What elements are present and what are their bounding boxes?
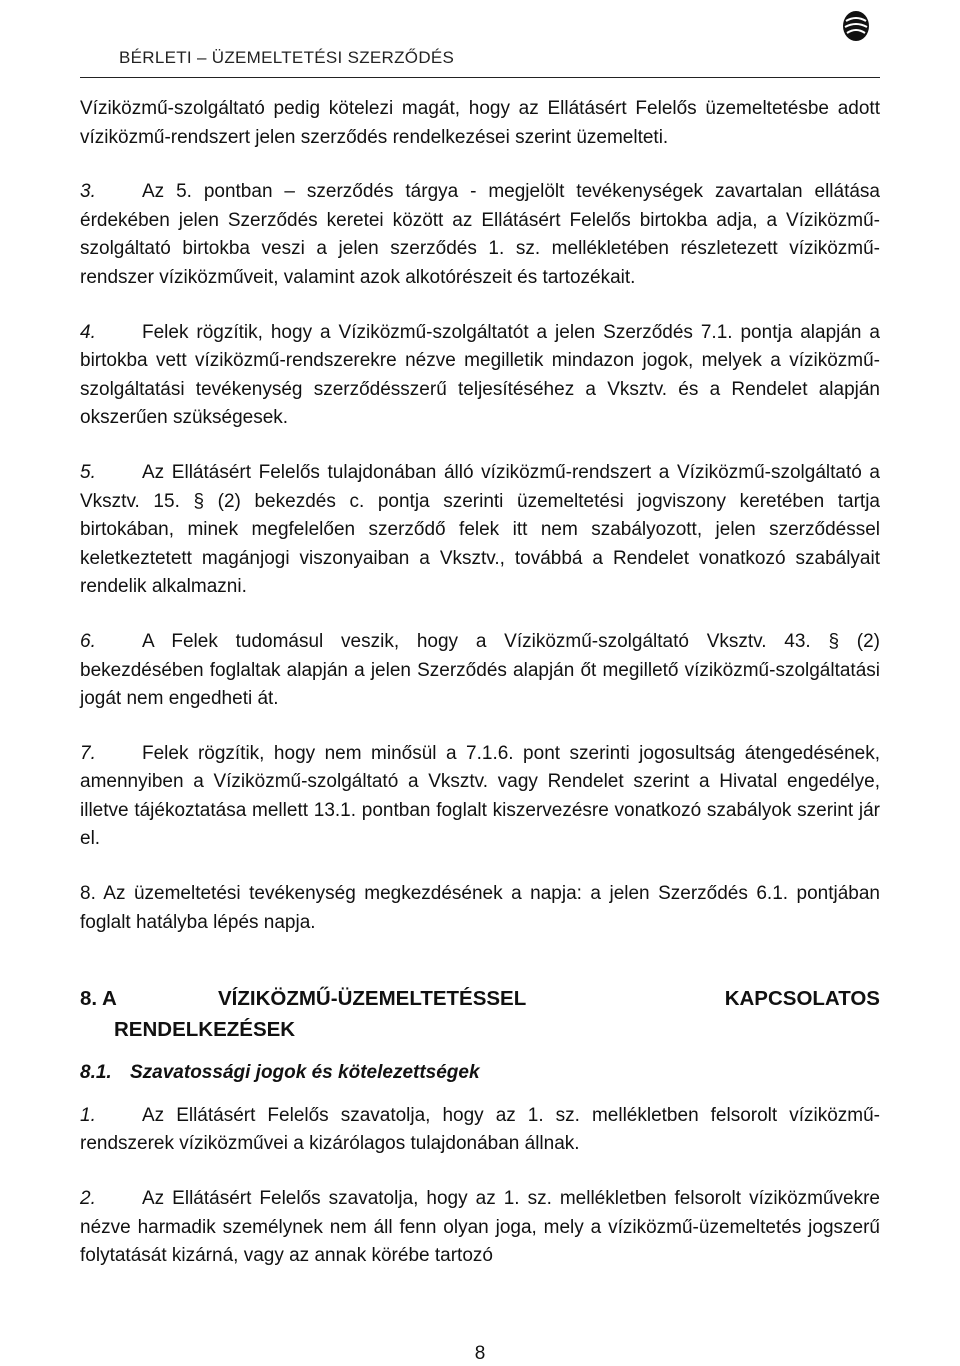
document-header-title: BÉRLETI – ÜZEMELTETÉSI SZERZŐDÉS [119,48,455,67]
paragraph-text: Az 5. pontban – szerződés tárgya - megjelölt tevékenységek zavartalan ellátása érdekében jelen Szerződés keretei között az Ellátásért Felelős birtokba adja, a Víziközmű-szolgáltató birtokba veszi a jelen szerződés 1. sz. mellékletében részletezett víziközmű-rendszer víziközműveit, valamint azok alkotórészeit és tartozékait. [80,181,880,288]
paragraph-7 [80,740,880,854]
paragraph-text: A Felek tudomásul veszik, hogy a Víziközmű-szolgáltató Vksztv. 43. § (2) bekezdésében foglaltak alapján a jelen Szerződés alapján őt megillető víziközmű-szolgáltatási jogát nem engedheti át. [80,630,880,710]
paragraph-5 [80,459,880,602]
document-body [80,95,880,1271]
item-number: 2. [80,1188,96,1210]
paragraph-number: 6. [80,630,96,652]
section-heading-word: VÍZIKÖZMŰ-ÜZEMELTETÉSSEL [218,987,527,1011]
paragraph-text: Felek rögzítik, hogy a Víziközmű-szolgáltatót a jelen Szerződés 7.1. pontja alapján a birtokba vett víziközmű-rendszerekre nézve megilletik mindazon jogok, melyek a víziközmű-szolgáltatási tevékenység szerződésszerű teljesítéséhez a Vksztv. és a Rendelet alapján okszerűen szükségesek. [80,321,880,429]
section-number: 8. A [80,987,117,1011]
paragraph-number: 5. [80,461,96,483]
paragraph-number: 4. [80,321,96,343]
paragraph-text: Az üzemeltetési tevékenység megkezdésének a napja: a jelen Szerződés 6.1. pontjában foglalt hatályba lépés napja. [80,883,880,933]
paragraph-text: Felek rögzítik, hogy nem minősül a 7.1.6. pont szerinti jogosultság átengedésének, amennyiben a Víziközmű-szolgáltató a Vksztv. vagy Rendelet szerint a Hivatal engedélye, illetve tájékoztatása mellett 13.1. pontban foglalt kiszervezésre vonatkozó szabályok szerint jár el. [80,742,880,850]
paragraph-3 [80,178,880,292]
section-heading-word: KAPCSOLATOS [724,987,880,1011]
section-heading [80,983,880,1045]
item-text: Az Ellátásért Felelős szavatolja, hogy az 1. sz. mellékletben felsorolt víziközművekre nézve harmadik személynek nem áll fenn olyan joga, mely a víziközmű-üzemeltetés jogszerű folytatását kizárná, vagy az annak körébe tartozó [80,1188,880,1267]
subsection-title: Szavatossági jogok és kötelezettségek [130,1062,480,1084]
subsection-number: 8.1. [80,1062,112,1084]
item-2 [80,1185,880,1271]
item-text: Az Ellátásért Felelős szavatolja, hogy az 1. sz. mellékletben felsorolt víziközmű-rendszerek víziközművei a kizárólagos tulajdonában állnak. [80,1104,880,1155]
paragraph-intro: Víziközmű-szolgáltató pedig kötelezi magát, hogy az Ellátásért Felelős üzemeltetésbe adott víziközmű-rendszert jelen szerződés rendelkezései szerint üzemelteti. [80,98,880,148]
paragraph-4 [80,319,880,433]
page-number: 8 [474,1343,486,1364]
paragraph-text: Az Ellátásért Felelős tulajdonában álló víziközmű-rendszert a Víziközmű-szolgáltató a Vksztv. 15. § (2) bekezdés c. pontja szerinti üzemeltetési jogviszony keretében tartja birtokában, minek megfelelően szerződő felek itt nem szabályozott, jelen szerződéssel keletkeztetett magánjogi viszonyaiban a Vksztv., továbbá a Rendelet vonatkozó szabályait rendelik alkalmazni. [80,461,880,598]
paragraph-number: 8. [80,883,96,905]
subsection-heading [80,1059,880,1088]
paragraph-number: 7. [80,742,96,764]
company-logo-icon [840,6,872,46]
paragraph-8 [80,880,880,937]
item-1 [80,1102,880,1159]
section-heading-line2: RENDELKEZÉSEK [114,1018,296,1042]
paragraph-number: 3. [80,181,96,203]
paragraph-6 [80,628,880,714]
item-number: 1. [80,1104,96,1126]
header-divider [80,77,880,78]
